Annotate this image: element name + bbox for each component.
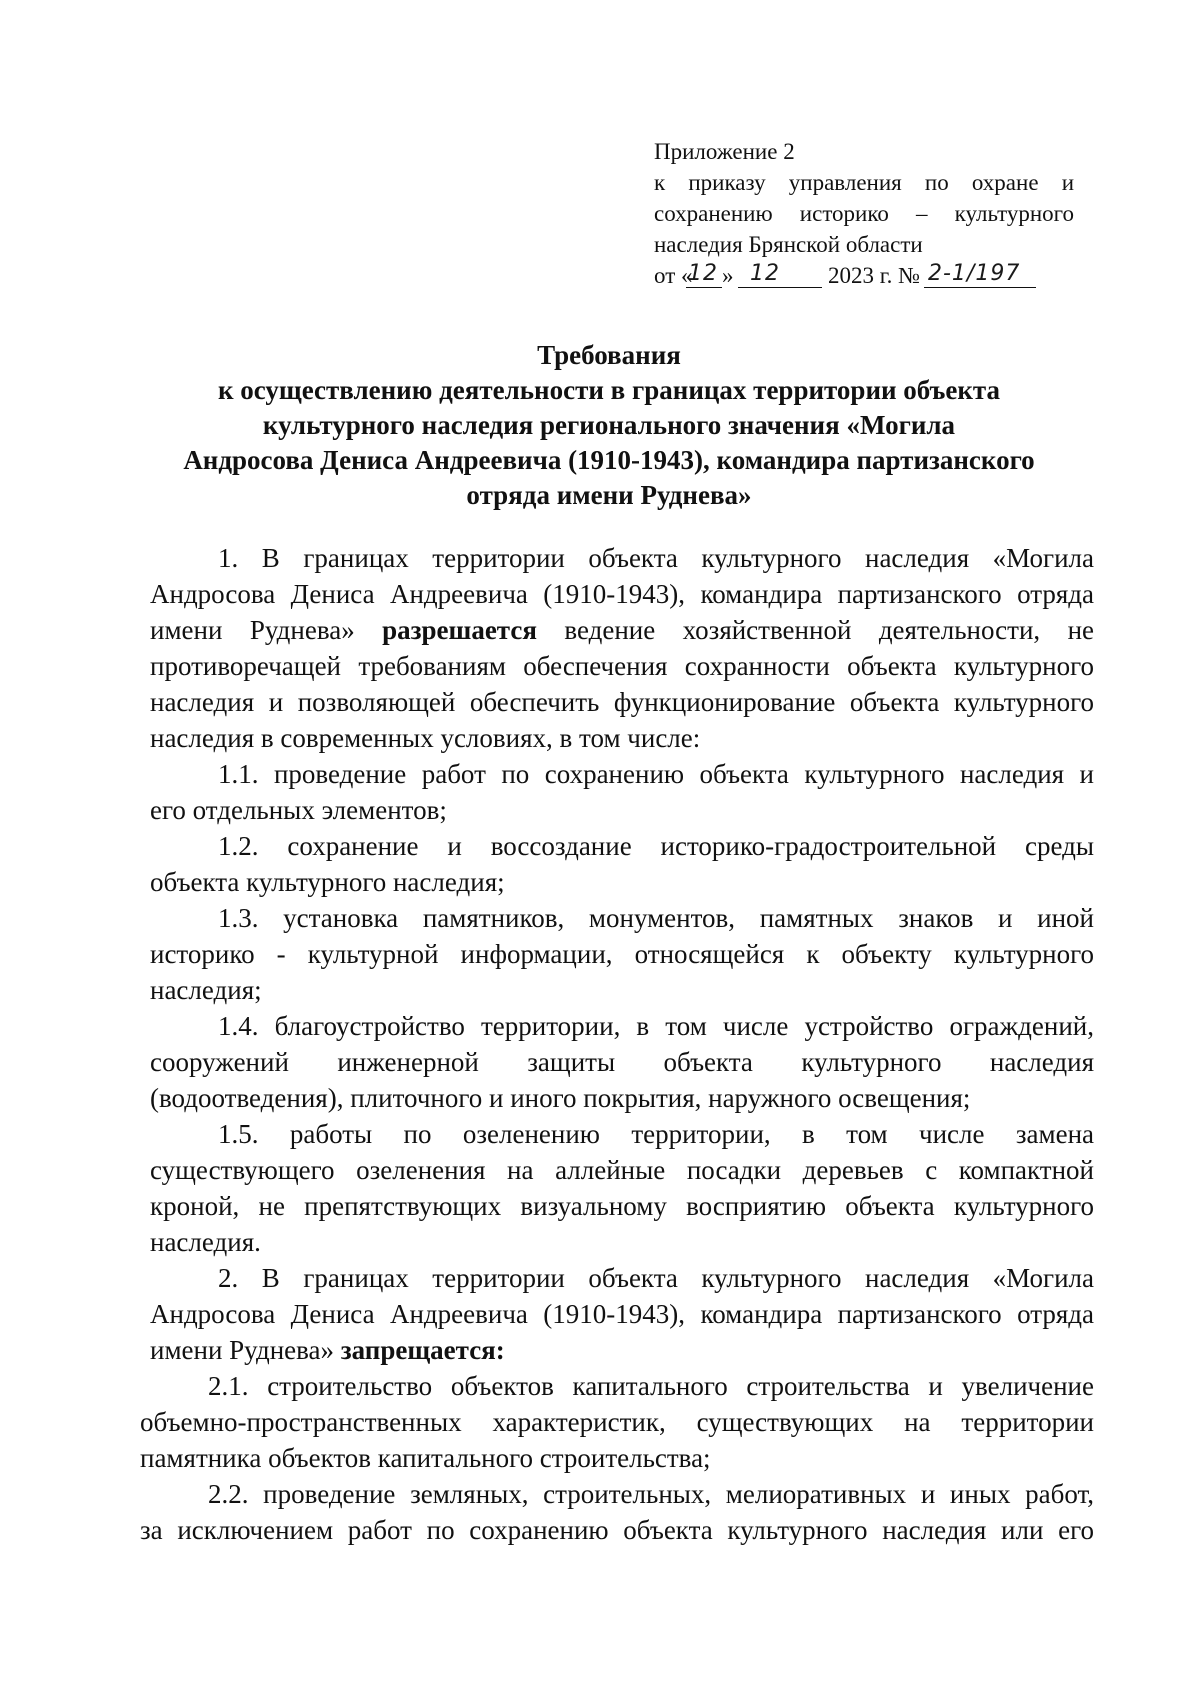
- p2-2-line-2: за исключением работ по сохранению объекта культурного наследия или его: [140, 1515, 1094, 1545]
- p2-1-line-1: 2.1. строительство объектов капитального строительства и увеличение: [208, 1371, 1094, 1401]
- appendix-line-2: сохранению историко – культурного: [654, 201, 1074, 226]
- date-day-underline: [686, 287, 722, 288]
- p2-line-3: [150, 1332, 1094, 1368]
- p2-1-line-2: объемно-пространственных характеристик, существующих на территории: [140, 1407, 1094, 1437]
- title-line-3: Андросова Дениса Андреевича (1910-1943), командира партизанского: [183, 445, 1035, 475]
- p2-2-line-1: 2.2. проведение земляных, строительных, мелиоративных и иных работ,: [208, 1479, 1094, 1509]
- title-line-1: к осуществлению деятельности в границах территории объекта: [217, 375, 1001, 405]
- prohibited-keyword: запрещается:: [340, 1335, 505, 1365]
- p1-3-line-2: историко - культурной информации, относящейся к объекту культурного: [150, 939, 1094, 969]
- date-day: 12: [688, 261, 718, 286]
- p1-2-line-1: 1.2. сохранение и воссоздание историко-градостроительной среды: [218, 831, 1094, 861]
- p1-line-2: Андросова Дениса Андреевича (1910-1943), командира партизанского отряда: [150, 579, 1094, 609]
- appendix-line-1: к приказу управления по охране и: [654, 170, 1074, 195]
- allowed-keyword: разрешается: [382, 615, 537, 645]
- p1-line-1: 1. В границах территории объекта культурного наследия «Могила: [218, 543, 1094, 573]
- appendix-line-3: наследия Брянской области: [654, 232, 923, 257]
- title-line-2: культурного наследия регионального значения «Могила: [262, 410, 956, 440]
- title-heading: Требования: [537, 340, 681, 370]
- title-line-4: отряда имени Руднева»: [466, 480, 752, 510]
- order-number: 2-1/197: [928, 261, 1021, 286]
- p1-line-3-b: ведение хозяйственной деятельности, не: [564, 615, 1094, 645]
- p1-line-5: наследия и позволяющей обеспечить функционирование объекта культурного: [150, 687, 1094, 717]
- p1-3-line-3: наследия;: [150, 975, 262, 1005]
- p1-4-line-2: сооружений инженерной защиты объекта культурного наследия: [150, 1047, 1094, 1077]
- order-date-line: [654, 260, 1074, 291]
- p1-3-line-1: 1.3. установка памятников, монументов, памятных знаков и иной: [218, 903, 1094, 933]
- p1-1-line-1: 1.1. проведение работ по сохранению объекта культурного наследия и: [218, 759, 1094, 789]
- order-number-underline: [924, 287, 1036, 288]
- date-month-underline: [738, 287, 822, 288]
- appendix-title: Приложение 2: [654, 139, 795, 164]
- p1-line-3-a: имени Руднева»: [150, 615, 355, 645]
- p1-4-line-3: (водоотведения), плиточного и иного покрытия, наружного освещения;: [150, 1083, 971, 1113]
- p1-5-line-3: кроной, не препятствующих визуальному восприятию объекта культурного: [150, 1191, 1094, 1221]
- date-prefix: от «: [654, 263, 693, 288]
- appendix-header: [654, 136, 1074, 291]
- document-body: [140, 540, 1094, 1548]
- p1-5-line-4: наследия.: [150, 1227, 261, 1257]
- p1-line-3: [150, 612, 1094, 648]
- p1-5-line-2: существующего озеленения на аллейные посадки деревьев с компактной: [150, 1155, 1094, 1185]
- p1-5-line-1: 1.5. работы по озеленению территории, в том числе замена: [218, 1119, 1094, 1149]
- p1-1-line-2: его отдельных элементов;: [150, 795, 447, 825]
- document-title: [150, 338, 1068, 513]
- date-month: 12: [750, 261, 780, 286]
- p1-line-6: наследия в современных условиях, в том числе:: [150, 723, 701, 753]
- date-year: 2023 г. №: [828, 263, 921, 288]
- p2-line-2: Андросова Дениса Андреевича (1910-1943), командира партизанского отряда: [150, 1299, 1094, 1329]
- p1-4-line-1: 1.4. благоустройство территории, в том числе устройство ограждений,: [218, 1011, 1094, 1041]
- p2-line-1: 2. В границах территории объекта культурного наследия «Могила: [218, 1263, 1094, 1293]
- p2-1-line-3: памятника объектов капитального строительства;: [140, 1443, 711, 1473]
- p1-2-line-2: объекта культурного наследия;: [150, 867, 505, 897]
- p1-line-4: противоречащей требованиям обеспечения сохранности объекта культурного: [150, 651, 1094, 681]
- date-mid: »: [722, 263, 734, 288]
- p2-line-3-a: имени Руднева»: [150, 1335, 335, 1365]
